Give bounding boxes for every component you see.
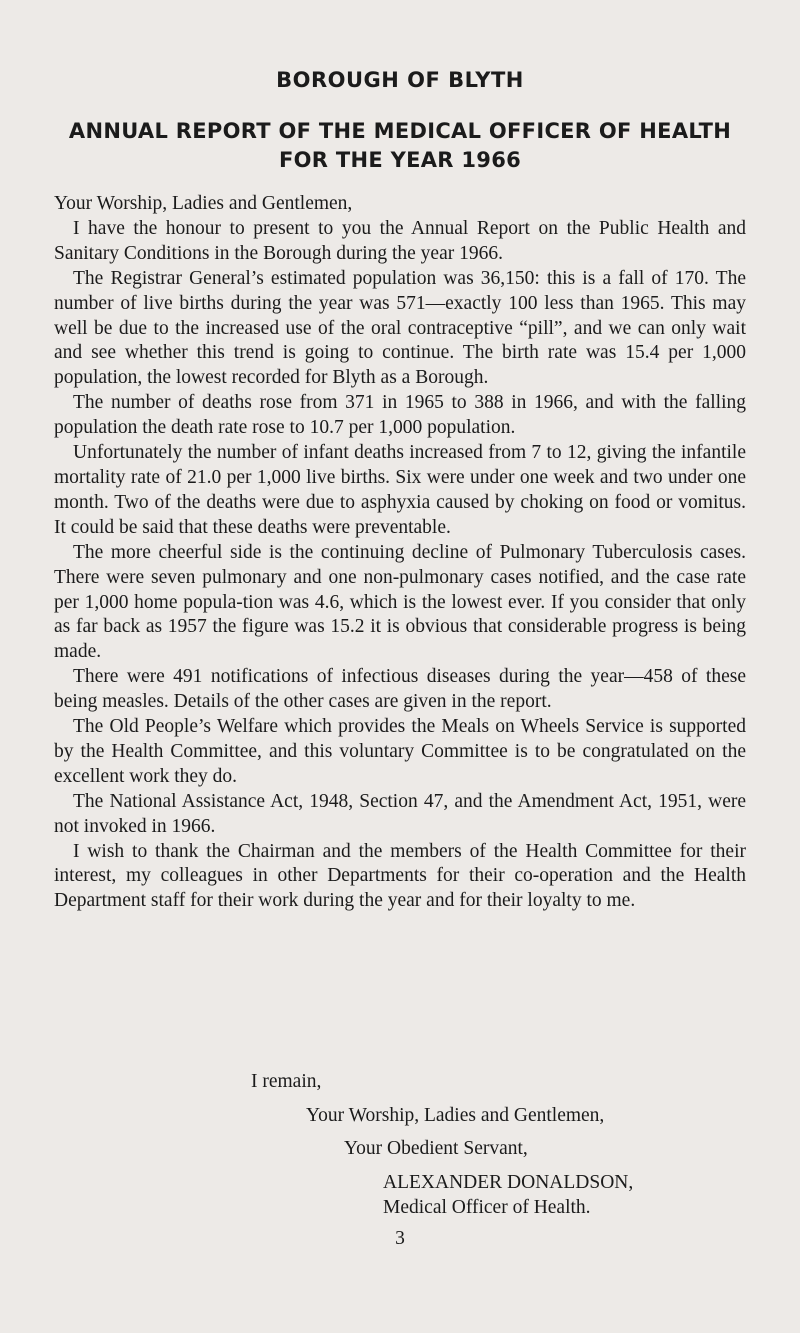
salutation: Your Worship, Ladies and Gentlemen, (54, 193, 353, 214)
report-title: ANNUAL REPORT OF THE MEDICAL OFFICER OF HEALTH FOR THE YEAR 1966 (68, 119, 732, 172)
paragraph-deaths: The number of deaths rose from 371 in 1965 to 388 in 1966, and with the falling population the death rate rose to 10.7 per 1,000 population. (54, 392, 746, 439)
paragraph-infectious-diseases: There were 491 notifications of infectious diseases during the year—458 of these being measles. Details of the other cases are given in the report. (54, 666, 746, 713)
closing-remain: I remain, (251, 1071, 322, 1092)
signatory-name: ALEXANDER DONALDSON, (383, 1172, 634, 1193)
page-number: 3 (395, 1228, 405, 1249)
paragraph-national-assistance: The National Assistance Act, 1948, Section 47, and the Amendment Act, 1951, were not invoked in 1966. (54, 790, 746, 837)
paragraph-thanks: I wish to thank the Chairman and the members of the Health Committee for their interest, my colleagues in other Departments for their co-operation and the Health Department staff for their work during the year and for their loyalty to me. (54, 840, 746, 912)
paragraph-infant-deaths: Unfortunately the number of infant deaths increased from 7 to 12, giving the infantile mortality rate of 21.0 per 1,000 live births. Six were under one week and two under one month. Two of the deaths were due to asphyxia caused by choking on food or vomitus. It could be said that these deaths were preventable. (54, 442, 746, 538)
borough-heading: BOROUGH OF BLYTH (276, 68, 524, 92)
closing-servant: Your Obedient Servant, (344, 1138, 528, 1159)
letter-body (54, 192, 746, 914)
paragraph-welfare: The Old People’s Welfare which provides the Meals on Wheels Service is supported by the Health Committee, and this voluntary Committee is to be congratulated on the excellent work they do. (54, 716, 746, 787)
closing-salutation: Your Worship, Ladies and Gentlemen, (306, 1105, 605, 1126)
paragraph-intro: I have the honour to present to you the Annual Report on the Public Health and Sanitary Conditions in the Borough during the year 1966. (54, 217, 746, 264)
paragraph-population: The Registrar General’s estimated population was 36,150: this is a fall of 170. The number of live births during the year was 571—exactly 100 less than 1965. This may well be due to the increased use of the oral contraceptive “pill”, and we can only wait and see whether this trend is going to continue. The birth rate was 15.4 per 1,000 population, the lowest recorded for Blyth as a Borough. (54, 267, 746, 389)
paragraph-tuberculosis: The more cheerful side is the continuing decline of Pulmonary Tuberculosis cases. There were seven pulmonary and one non-pulmonary cases notified, and the case rate per 1,000 home popula-tion was 4.6, which is the lowest ever. If you consider that only as far back as 1957 the figure was 15.2 it is obvious that considerable progress is being made. (54, 541, 746, 663)
signatory-title: Medical Officer of Health. (383, 1197, 591, 1218)
